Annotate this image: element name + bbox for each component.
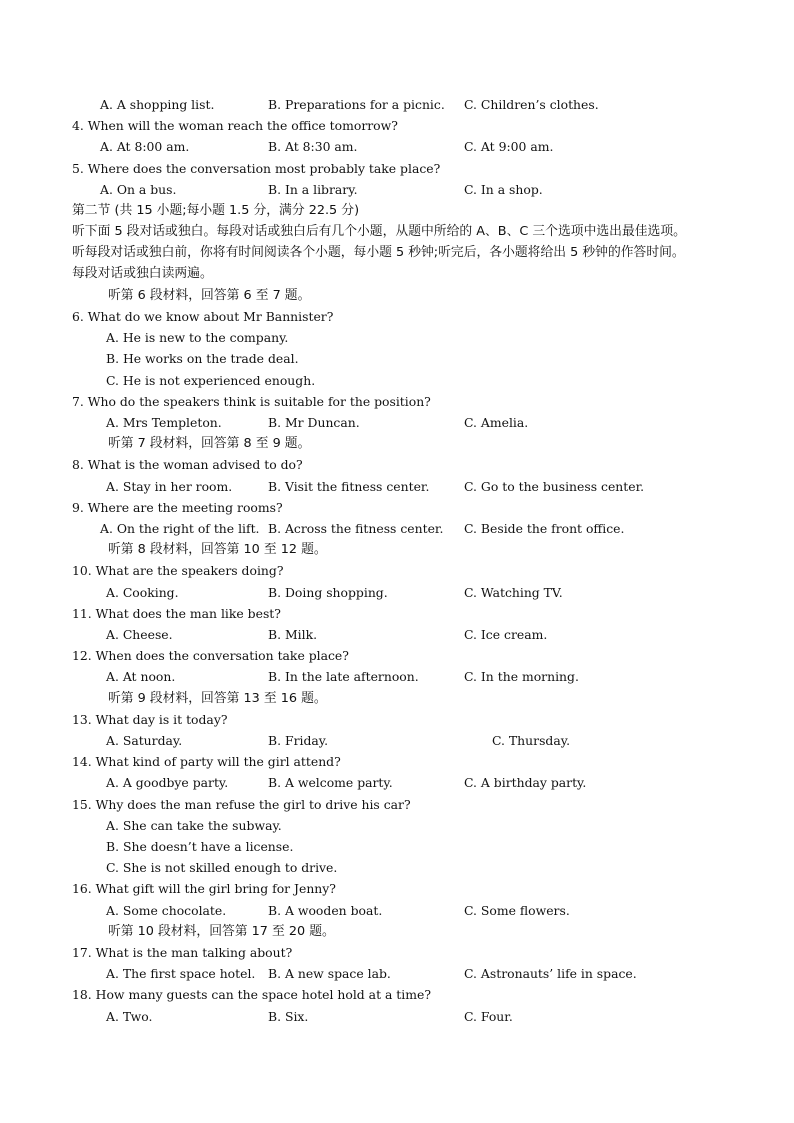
q3-option-b: B. Preparations for a picnic. bbox=[268, 97, 445, 112]
section-2-instruction-3: 每段对话或独白读两遍。 bbox=[72, 266, 213, 281]
q4-option-c: C. At 9:00 am. bbox=[464, 139, 554, 154]
q9-option-c: C. Beside the front office. bbox=[464, 521, 625, 536]
q11-option-c: C. Ice cream. bbox=[464, 627, 548, 642]
q7-option-b: B. Mr Duncan. bbox=[268, 415, 360, 430]
q17-option-b: B. A new space lab. bbox=[268, 966, 391, 981]
q11-option-b: B. Milk. bbox=[268, 627, 318, 642]
question-13-stem: 13. What day is it today? bbox=[72, 712, 228, 727]
material-8-heading: 听第 8 段材料，回答第 10 至 12 题。 bbox=[108, 542, 327, 557]
material-10-heading: 听第 10 段材料，回答第 17 至 20 题。 bbox=[108, 924, 335, 939]
q15-option-a: A. She can take the subway. bbox=[106, 818, 282, 833]
q5-option-a: A. On a bus. bbox=[100, 182, 177, 197]
q16-option-c: C. Some flowers. bbox=[464, 903, 570, 918]
section-2-title: 第二节 (共 15 小题;每小题 1.5 分，满分 22.5 分) bbox=[72, 203, 360, 218]
q7-option-a: A. Mrs Templeton. bbox=[106, 415, 222, 430]
q16-option-a: A. Some chocolate. bbox=[106, 903, 227, 918]
question-4-stem: 4. When will the woman reach the office tomorrow? bbox=[72, 118, 398, 133]
q5-option-b: B. In a library. bbox=[268, 182, 358, 197]
material-9-heading: 听第 9 段材料，回答第 13 至 16 题。 bbox=[108, 691, 327, 706]
q13-option-b: B. Friday. bbox=[268, 733, 329, 748]
q10-option-b: B. Doing shopping. bbox=[268, 585, 388, 600]
q12-option-a: A. At noon. bbox=[106, 669, 176, 684]
q4-option-b: B. At 8:30 am. bbox=[268, 139, 358, 154]
question-18-stem: 18. How many guests can the space hotel hold at a time? bbox=[72, 987, 431, 1002]
q6-option-b: B. He works on the trade deal. bbox=[106, 351, 299, 366]
q18-option-b: B. Six. bbox=[268, 1009, 309, 1024]
question-8-stem: 8. What is the woman advised to do? bbox=[72, 457, 303, 472]
q3-option-c: C. Children’s clothes. bbox=[464, 97, 599, 112]
q18-option-c: C. Four. bbox=[464, 1009, 513, 1024]
question-17-stem: 17. What is the man talking about? bbox=[72, 945, 293, 960]
q14-option-a: A. A goodbye party. bbox=[106, 775, 229, 790]
q3-option-a: A. A shopping list. bbox=[100, 97, 215, 112]
question-15-stem: 15. Why does the man refuse the girl to drive his car? bbox=[72, 797, 411, 812]
q17-option-c: C. Astronauts’ life in space. bbox=[464, 966, 637, 981]
question-14-stem: 14. What kind of party will the girl attend? bbox=[72, 754, 341, 769]
q17-option-a: A. The first space hotel. bbox=[106, 966, 256, 981]
q8-option-c: C. Go to the business center. bbox=[464, 479, 645, 494]
q10-option-c: C. Watching TV. bbox=[464, 585, 563, 600]
q9-option-b: B. Across the fitness center. bbox=[268, 521, 444, 536]
q14-option-c: C. A birthday party. bbox=[464, 775, 587, 790]
question-9-stem: 9. Where are the meeting rooms? bbox=[72, 500, 283, 515]
q7-option-c: C. Amelia. bbox=[464, 415, 529, 430]
question-7-stem: 7. Who do the speakers think is suitable for the position? bbox=[72, 394, 431, 409]
q18-option-a: A. Two. bbox=[106, 1009, 153, 1024]
q16-option-b: B. A wooden boat. bbox=[268, 903, 383, 918]
q10-option-a: A. Cooking. bbox=[106, 585, 179, 600]
q4-option-a: A. At 8:00 am. bbox=[100, 139, 190, 154]
q15-option-b: B. She doesn’t have a license. bbox=[106, 839, 294, 854]
section-2-instruction-2: 听每段对话或独白前，你将有时间阅读各个小题，每小题 5 秒钟;听完后，各小题将给出 5 秒钟的作答时间。 bbox=[72, 245, 685, 260]
question-6-stem: 6. What do we know about Mr Bannister? bbox=[72, 309, 334, 324]
q12-option-c: C. In the morning. bbox=[464, 669, 579, 684]
q13-option-c: C. Thursday. bbox=[492, 733, 571, 748]
q6-option-a: A. He is new to the company. bbox=[106, 330, 289, 345]
question-16-stem: 16. What gift will the girl bring for Jenny? bbox=[72, 881, 336, 896]
q5-option-c: C. In a shop. bbox=[464, 182, 543, 197]
q6-option-c: C. He is not experienced enough. bbox=[106, 373, 316, 388]
q14-option-b: B. A welcome party. bbox=[268, 775, 393, 790]
material-7-heading: 听第 7 段材料，回答第 8 至 9 题。 bbox=[108, 436, 311, 451]
q8-option-a: A. Stay in her room. bbox=[106, 479, 233, 494]
q9-option-a: A. On the right of the lift. bbox=[100, 521, 260, 536]
q12-option-b: B. In the late afternoon. bbox=[268, 669, 419, 684]
section-2-instruction-1: 听下面 5 段对话或独白。每段对话或独白后有几个小题，从题中所给的 A、B、C 三个选项中选出最佳选项。 bbox=[72, 224, 686, 239]
question-5-stem: 5. Where does the conversation most probably take place? bbox=[72, 161, 441, 176]
q13-option-a: A. Saturday. bbox=[106, 733, 183, 748]
question-12-stem: 12. When does the conversation take place? bbox=[72, 648, 349, 663]
material-6-heading: 听第 6 段材料，回答第 6 至 7 题。 bbox=[108, 288, 311, 303]
q15-option-c: C. She is not skilled enough to drive. bbox=[106, 860, 338, 875]
question-10-stem: 10. What are the speakers doing? bbox=[72, 563, 284, 578]
q8-option-b: B. Visit the fitness center. bbox=[268, 479, 430, 494]
q11-option-a: A. Cheese. bbox=[106, 627, 173, 642]
question-11-stem: 11. What does the man like best? bbox=[72, 606, 281, 621]
